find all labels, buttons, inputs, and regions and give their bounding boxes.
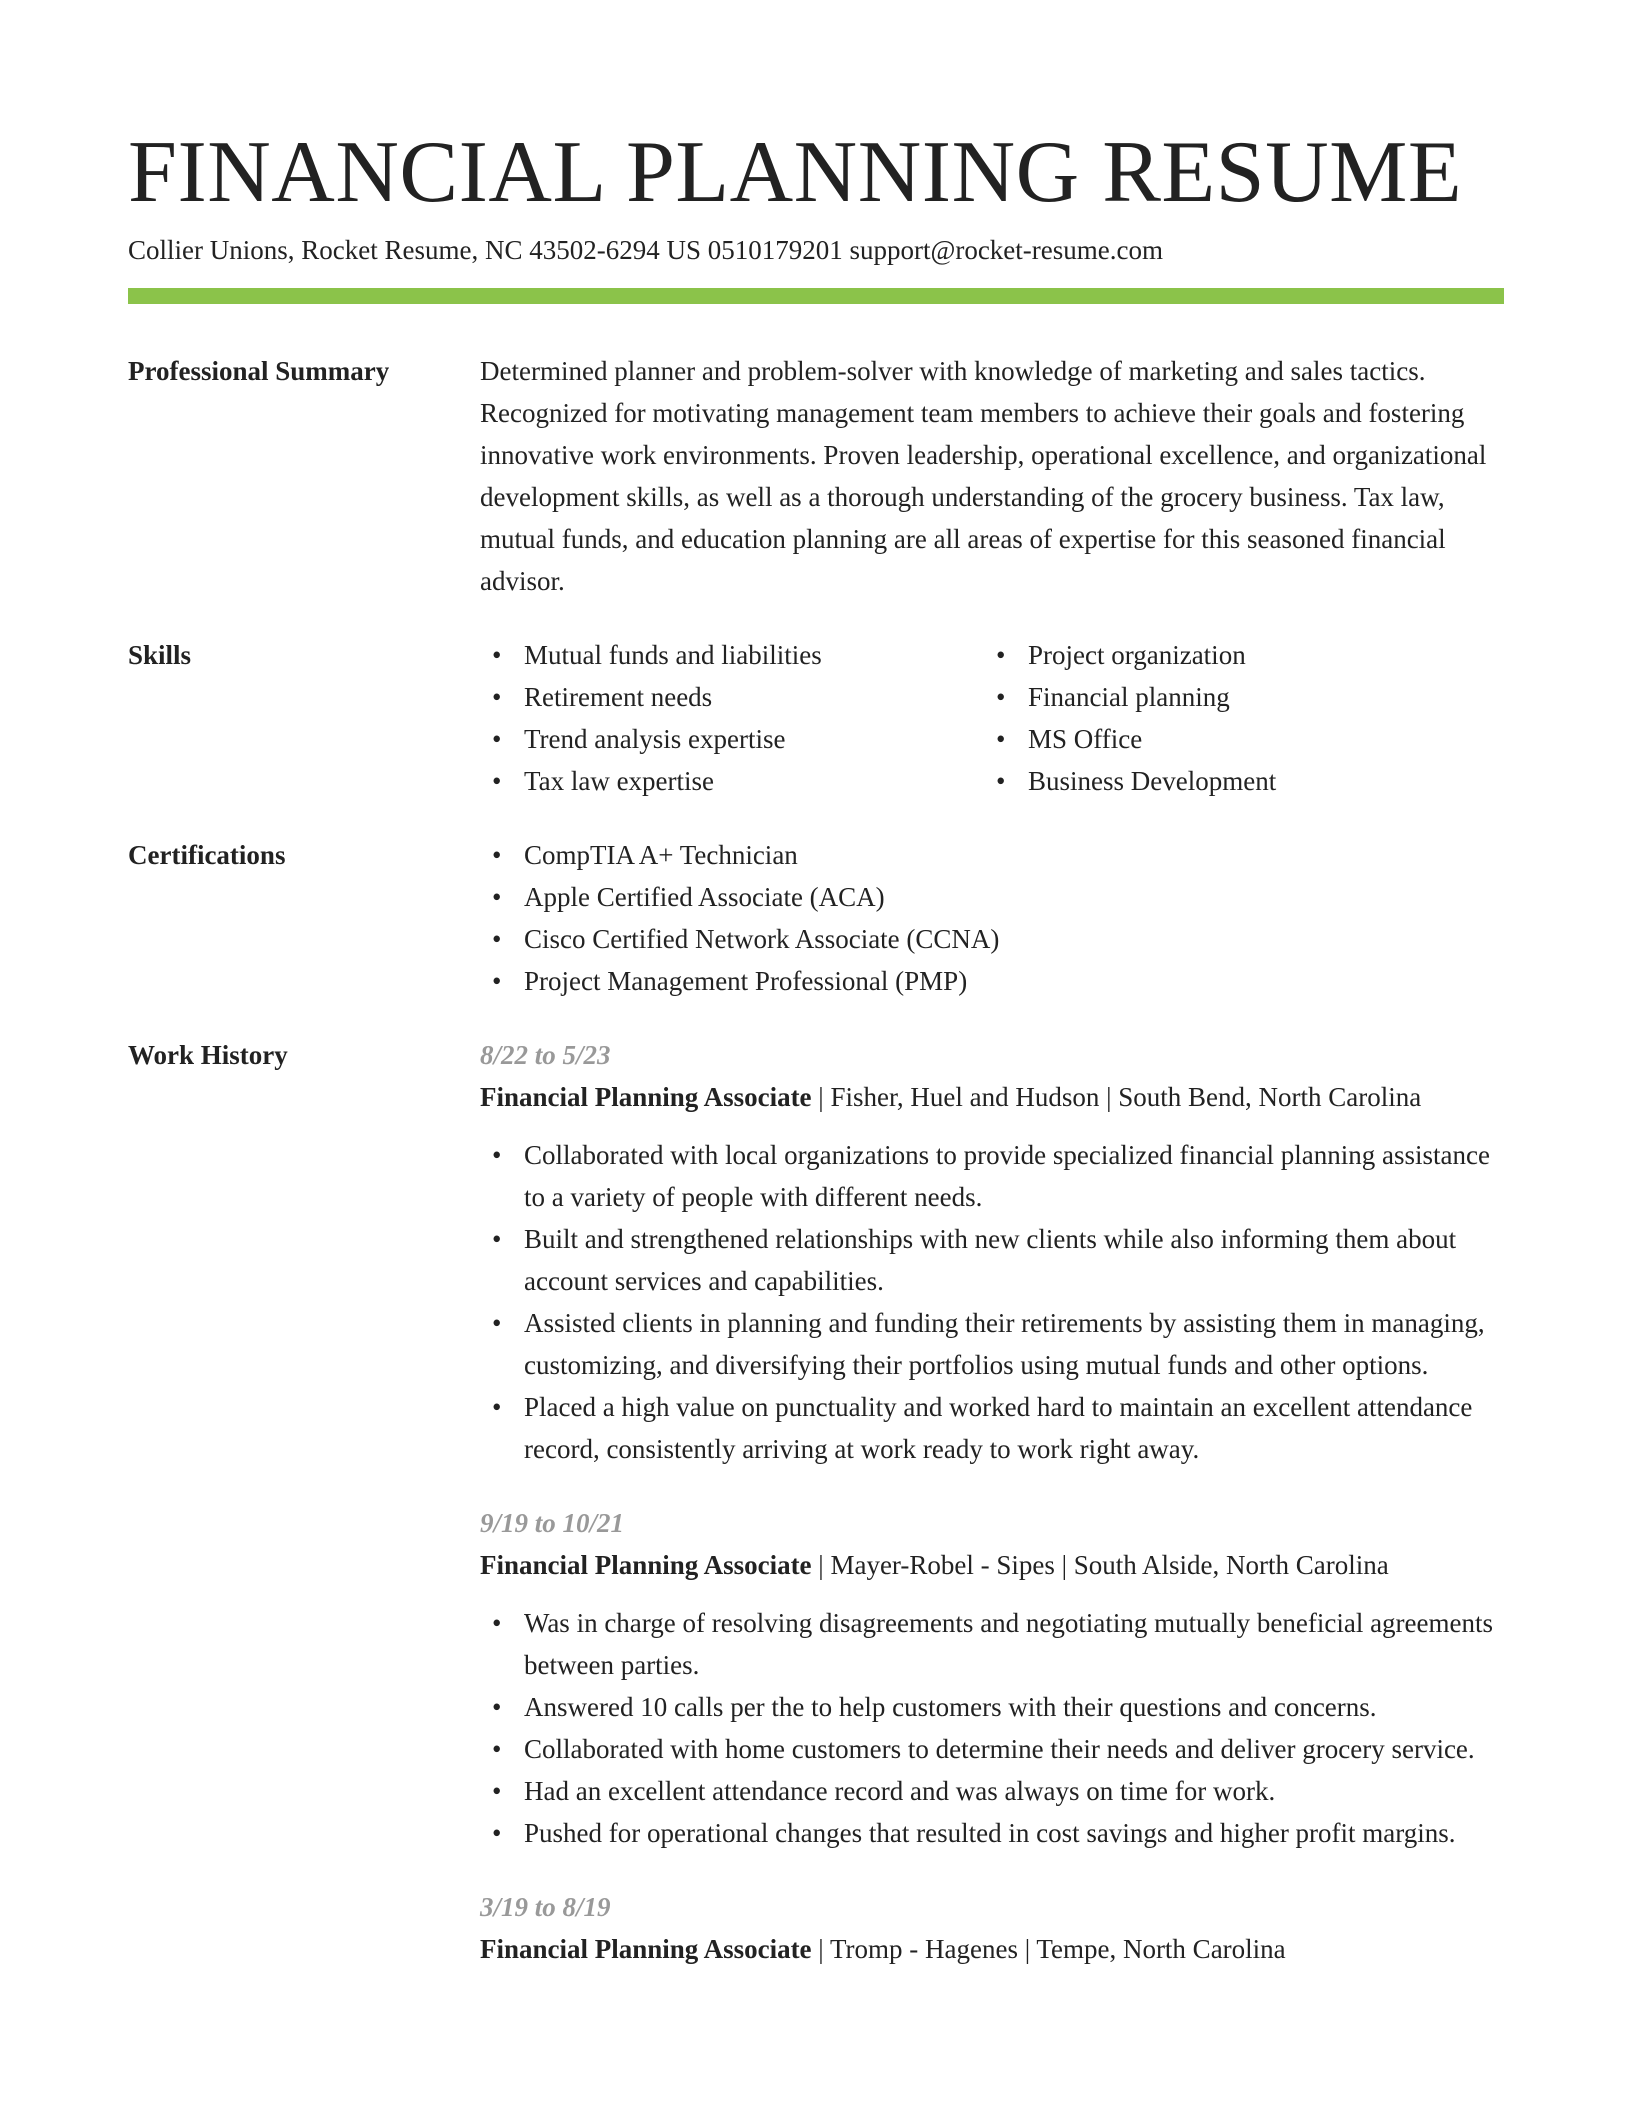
certifications-section — [128, 834, 1504, 1002]
job-bullets — [480, 1134, 1504, 1470]
job-entry — [480, 1034, 1504, 1470]
certification-item: • CompTIA A+ Technician — [480, 834, 1504, 876]
section-label-certifications: Certifications — [128, 840, 286, 870]
job-employer-location: | Mayer-Robel - Sipes | South Alside, North Carolina — [811, 1550, 1389, 1580]
job-entry — [480, 1502, 1504, 1854]
summary-text: Determined planner and problem-solver with knowledge of marketing and sales tactics. Recognized for motivating management team members to achieve their goals and fostering innovative work environments. Proven leadership, operational excellence, and organizational development skills, as well as a thorough understanding of the grocery business. Tax law, mutual funds, and education planning are all areas of expertise for this seasoned financial advisor. — [480, 356, 1487, 596]
job-bullet: • Collaborated with home customers to determine their needs and deliver grocery service. — [480, 1728, 1504, 1770]
skills-list-right — [984, 634, 1488, 802]
certification-item: • Cisco Certified Network Associate (CCNA) — [480, 918, 1504, 960]
job-title: Financial Planning Associate — [480, 1934, 812, 1964]
summary-section — [128, 350, 1504, 602]
contact-line: Collier Unions, Rocket Resume, NC 43502-6294 US 0510179201 support@rocket-resume.com — [128, 235, 1163, 265]
certifications-list — [480, 834, 1504, 1002]
certification-item: • Project Management Professional (PMP) — [480, 960, 1504, 1002]
section-label-skills: Skills — [128, 640, 192, 670]
job-bullet: • Collaborated with local organizations to provide specialized financial planning assistance to a variety of people with different needs. — [480, 1134, 1504, 1218]
job-bullet: • Pushed for operational changes that resulted in cost savings and higher profit margins. — [480, 1812, 1504, 1854]
skills-grid — [480, 634, 1504, 802]
section-label-summary: Professional Summary — [128, 356, 390, 386]
work-history-body — [480, 1034, 1504, 1970]
job-employer-location: | Tromp - Hagenes | Tempe, North Carolina — [811, 1934, 1286, 1964]
job-bullet: • Placed a high value on punctuality and worked hard to maintain an excellent attendance record, consistently arriving at work ready to work right away. — [480, 1386, 1504, 1470]
job-entry — [480, 1886, 1504, 1970]
skill-item: • Trend analysis expertise — [480, 718, 984, 760]
job-dates: 8/22 to 5/23 — [480, 1040, 611, 1070]
resume-page — [128, 118, 1504, 1970]
skill-item: • MS Office — [984, 718, 1488, 760]
job-bullet: • Had an excellent attendance record and was always on time for work. — [480, 1770, 1504, 1812]
skill-item: • Retirement needs — [480, 676, 984, 718]
job-bullet: • Answered 10 calls per the to help customers with their questions and concerns. — [480, 1686, 1504, 1728]
skills-list-left — [480, 634, 984, 802]
skills-section — [128, 634, 1504, 802]
section-label-work: Work History — [128, 1040, 288, 1070]
work-history-section — [128, 1034, 1504, 1970]
job-heading — [480, 1076, 1504, 1118]
job-dates: 3/19 to 8/19 — [480, 1892, 611, 1922]
certification-item: • Apple Certified Associate (ACA) — [480, 876, 1504, 918]
job-heading — [480, 1928, 1504, 1970]
job-heading — [480, 1544, 1504, 1586]
job-dates: 9/19 to 10/21 — [480, 1508, 625, 1538]
job-bullet: • Assisted clients in planning and funding their retirements by assisting them in managing, customizing, and diversifying their portfolios using mutual funds and other options. — [480, 1302, 1504, 1386]
job-title: Financial Planning Associate — [480, 1082, 812, 1112]
job-bullet: • Was in charge of resolving disagreements and negotiating mutually beneficial agreements between parties. — [480, 1602, 1504, 1686]
job-bullets — [480, 1602, 1504, 1854]
job-employer-location: | Fisher, Huel and Hudson | South Bend, North Carolina — [811, 1082, 1422, 1112]
skill-item: • Tax law expertise — [480, 760, 984, 802]
skill-item: • Business Development — [984, 760, 1488, 802]
job-title: Financial Planning Associate — [480, 1550, 812, 1580]
job-bullet: • Built and strengthened relationships with new clients while also informing them about account services and capabilities. — [480, 1218, 1504, 1302]
skill-item: • Mutual funds and liabilities — [480, 634, 984, 676]
resume-title: FINANCIAL PLANNING RESUME — [128, 124, 1463, 221]
accent-divider — [128, 288, 1504, 304]
skill-item: • Financial planning — [984, 676, 1488, 718]
skill-item: • Project organization — [984, 634, 1488, 676]
